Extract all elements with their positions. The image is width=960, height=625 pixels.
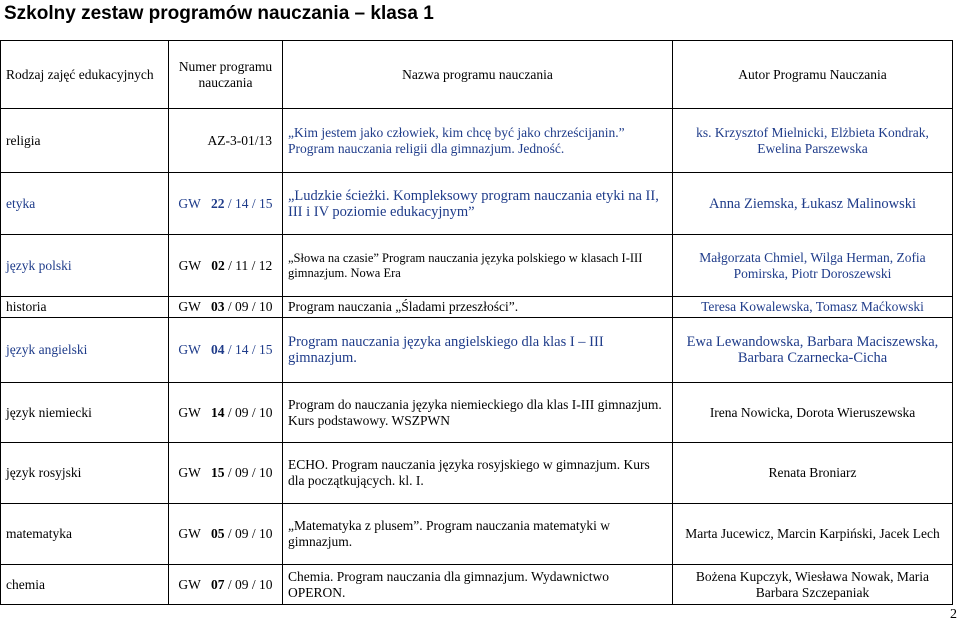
program-number-cell [169, 383, 283, 443]
program-number-cell [169, 504, 283, 565]
curriculum-table [0, 40, 953, 605]
program-number-prefix: GW [178, 526, 201, 541]
document-title: Szkolny zestaw programów nauczania – klasa 1 [4, 3, 434, 24]
program-number-prefix: AZ-3-01/13 [207, 132, 272, 148]
table-row [1, 565, 953, 605]
program-number-prefix: GW [178, 576, 201, 592]
subject-cell: język rosyjski [1, 443, 169, 504]
program-number-bold: 05 [211, 526, 225, 541]
subject-cell: religia [1, 109, 169, 173]
program-name-cell: „Kim jestem jako człowiek, kim chcę być jako chrześcijanin.” Program nauczania religii dla gimnazjum. Jedność. [283, 109, 673, 173]
subject-cell: etyka [1, 173, 169, 235]
program-number-cell [169, 297, 283, 318]
table-header-row [1, 41, 953, 109]
table-row [1, 297, 953, 318]
program-number-bold: 07 [211, 576, 225, 592]
author-cell: Teresa Kowalewska, Tomasz Maćkowski [673, 297, 953, 318]
table-row [1, 235, 953, 297]
subject-cell: chemia [1, 565, 169, 605]
program-number-suffix: / 14 / 15 [224, 195, 273, 211]
program-number-cell [169, 109, 283, 173]
header-name: Nazwa programu nauczania [283, 41, 673, 109]
program-name-cell: „Ludzkie ścieżki. Kompleksowy program nauczania etyki na II, III i IV poziomie edukacyjnym” [283, 173, 673, 235]
program-number-prefix: GW [178, 465, 201, 480]
subject-cell: język polski [1, 235, 169, 297]
program-number-prefix: GW [178, 342, 201, 357]
program-number-cell [169, 235, 283, 297]
author-cell: Marta Jucewicz, Marcin Karpiński, Jacek Lech [673, 504, 953, 565]
program-name-cell: „Słowa na czasie” Program nauczania języka polskiego w klasach I-III gimnazjum. Nowa Era [283, 235, 673, 297]
subject-cell: język niemiecki [1, 383, 169, 443]
program-name-cell: Program nauczania „Śladami przeszłości”. [283, 297, 673, 318]
table-row [1, 173, 953, 235]
program-number-prefix: GW [178, 257, 202, 273]
program-name-cell: Program do nauczania języka niemieckiego dla klas I-III gimnazjum. Kurs podstawowy. WSZPWN [283, 383, 673, 443]
program-name-cell: „Matematyka z plusem”. Program nauczania matematyki w gimnazjum. [283, 504, 673, 565]
program-name-cell: Chemia. Program nauczania dla gimnazjum. Wydawnictwo OPERON. [283, 565, 673, 605]
table-row [1, 383, 953, 443]
program-number-bold: 03 [211, 299, 225, 314]
program-name-cell: Program nauczania języka angielskiego dla klas I – III gimnazjum. [283, 318, 673, 383]
table-row [1, 443, 953, 504]
program-number-suffix: / 09 / 10 [224, 526, 273, 541]
author-cell: Bożena Kupczyk, Wiesława Nowak, Maria Barbara Szczepaniak [673, 565, 953, 605]
author-cell: Ewa Lewandowska, Barbara Maciszewska, Barbara Czarnecka-Cicha [673, 318, 953, 383]
program-number-suffix: / 11 / 12 [224, 257, 273, 273]
table-row [1, 318, 953, 383]
author-cell: Małgorzata Chmiel, Wilga Herman, Zofia Pomirska, Piotr Doroszewski [673, 235, 953, 297]
program-number-bold: 15 [211, 465, 225, 480]
program-number-suffix: / 14 / 15 [224, 342, 273, 357]
subject-cell: matematyka [1, 504, 169, 565]
program-number-cell [169, 565, 283, 605]
author-cell: Renata Broniarz [673, 443, 953, 504]
program-number-bold: 04 [211, 342, 225, 357]
program-number-suffix: / 09 / 10 [224, 299, 273, 314]
header-number: Numer programu nauczania [169, 41, 283, 109]
header-author: Autor Programu Nauczania [673, 41, 953, 109]
header-subject: Rodzaj zajęć edukacyjnych [1, 41, 169, 109]
program-number-prefix: GW [178, 404, 201, 420]
author-cell: ks. Krzysztof Mielnicki, Elżbieta Kondrak, Ewelina Parszewska [673, 109, 953, 173]
author-cell: Anna Ziemska, Łukasz Malinowski [673, 173, 953, 235]
program-number-bold: 14 [211, 404, 225, 420]
program-number-bold: 22 [211, 195, 225, 211]
program-number-prefix: GW [178, 195, 201, 211]
subject-cell: historia [1, 297, 169, 318]
program-number-suffix: / 09 / 10 [224, 465, 273, 480]
program-number-cell [169, 443, 283, 504]
program-number-suffix: / 09 / 10 [224, 404, 273, 420]
subject-cell: język angielski [1, 318, 169, 383]
table-row [1, 504, 953, 565]
program-number-cell [169, 318, 283, 383]
program-number-prefix: GW [178, 299, 201, 314]
author-cell: Irena Nowicka, Dorota Wieruszewska [673, 383, 953, 443]
table-row [1, 109, 953, 173]
program-number-suffix: / 09 / 10 [224, 576, 273, 592]
program-number-bold: 02 [211, 257, 225, 273]
program-number-cell [169, 173, 283, 235]
program-name-cell: ECHO. Program nauczania języka rosyjskiego w gimnazjum. Kurs dla początkujących. kl. I. [283, 443, 673, 504]
page-number: 2 [950, 607, 957, 622]
